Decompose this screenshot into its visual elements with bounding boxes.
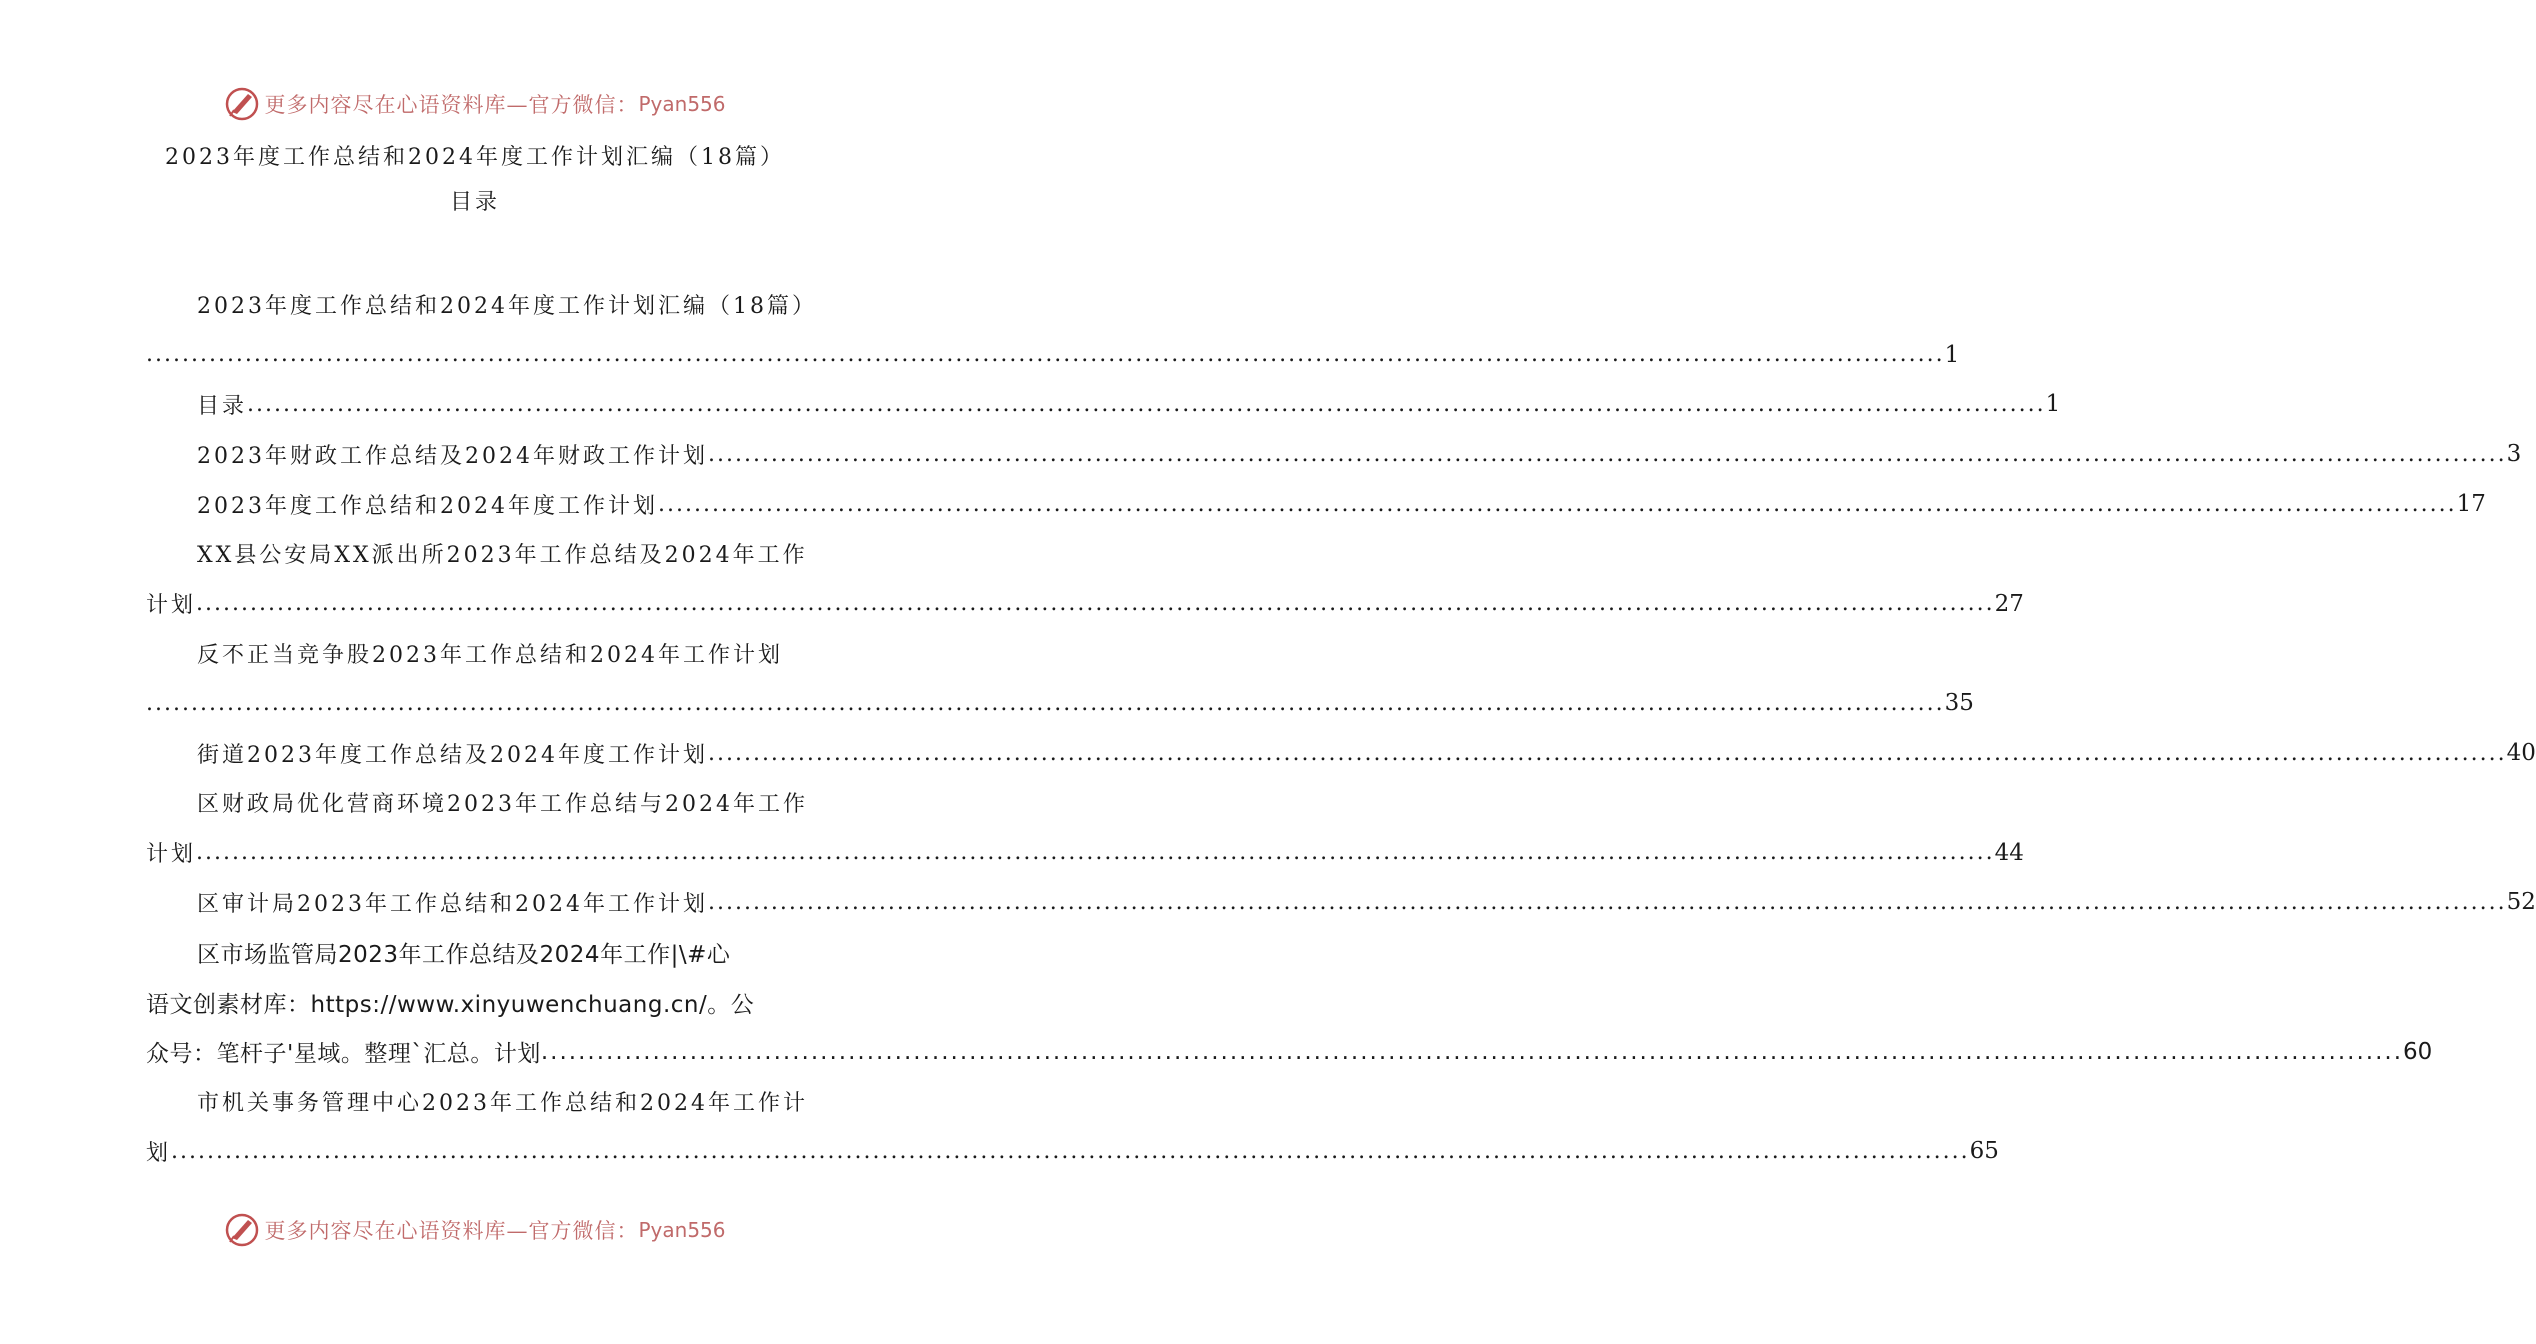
toc-entry-text: 计划 [146,842,197,868]
toc-leader-dots: ........................................................................................................................................................................................................ [146,690,1945,716]
toc-entry-text: 街道2023年度工作总结及2024年度工作计划 [197,742,708,768]
toc-leader-dots: ........................................................................................................................................................................................................ [196,591,1995,617]
toc-entry-text: 2023年财政工作总结及2024年财政工作计划 [197,443,708,469]
document-title: 2023年度工作总结和2024年度工作计划汇编（18篇） [165,145,785,170]
toc-page-number: 27 [1994,590,2024,617]
toc-entry-text: 区财政局优化营商环境2023年工作总结与2024年工作 [197,792,808,818]
toc-entry-text: 众号：笔杆子'星域。整理`汇总。计划 [146,1041,541,1068]
toc-entry-text: 2023年度工作总结和2024年度工作计划汇编（18篇） [197,294,817,320]
toc-entry-line[interactable] [146,1027,2433,1077]
toc-page-number: 1 [2045,391,2061,418]
toc-entry-line[interactable] [146,977,804,1027]
toc-heading: 目录 [449,190,500,215]
pen-logo-icon [224,86,260,122]
toc-entry-line[interactable] [146,380,2061,430]
banner-text: 更多内容尽在心语资料库—官方微信： [264,93,639,117]
toc-entry-text: 计划 [146,593,197,619]
toc-entry-text: 区市场监管局2023年工作总结及2024年工作|\#心 [197,941,731,968]
toc-entry-line[interactable] [146,1127,1999,1177]
toc-entry-line[interactable] [146,878,2536,928]
pen-logo-icon [224,1212,260,1248]
toc-entry-text: 区审计局2023年工作总结和2024年工作计划 [197,891,708,917]
toc-entry-text: 2023年度工作总结和2024年度工作计划 [197,493,658,519]
toc-page-number: 40 [2506,740,2536,767]
toc-leader-dots: ........................................................................................................................................................................................................ [247,391,2046,417]
banner-text: 更多内容尽在心语资料库—官方微信： [264,1219,639,1243]
watermark-banner-bottom [0,1210,950,1250]
toc-page-number: 35 [1944,690,1974,717]
toc-entry-text: 目录 [197,393,248,419]
toc-entry-line[interactable] [146,728,2536,778]
toc-page-number: 17 [2456,491,2486,518]
toc-entry-text: 市机关事务管理中心2023年工作总结和2024年工作计 [197,1091,808,1117]
toc-leader-dots: ........................................................................................................................................................................................................ [171,1138,1970,1164]
toc-leader-dots: ........................................................................................................................................................................................................ [707,740,2507,766]
toc-entry-text: 划 [146,1140,172,1166]
toc-leader-dots: ........................................................................................................................................................................................................ [657,491,2457,517]
toc-page-number: 3 [2506,441,2522,468]
toc-leader-dots: ........................................................................................................................................................................................................ [146,342,1945,368]
toc-page-number: 52 [2506,889,2536,916]
table-of-contents [146,280,2536,1176]
toc-entry-line[interactable] [146,429,2522,479]
toc-leader-dots: ........................................................................................................................................................................................................ [707,889,2507,915]
toc-entry-line[interactable] [146,678,1974,728]
toc-entry-text: 反不正当竞争股2023年工作总结和2024年工作计划 [197,642,783,668]
toc-entry-text: XX县公安局XX派出所2023年工作总结及2024年工作 [197,543,808,569]
toc-leader-dots: ........................................................................................................................................................................................................ [707,441,2507,467]
toc-entry-line[interactable] [146,927,804,977]
toc-entry-line[interactable] [146,330,1960,380]
toc-entry-text: 语文创素材库：https://www.xinyuwenchuang.cn/。公 [146,991,755,1018]
toc-page-number: 1 [1944,341,1960,368]
toc-entry-line[interactable] [146,1077,808,1127]
toc-entry-line[interactable] [146,778,808,828]
toc-page-number: 65 [1969,1138,1999,1165]
toc-entry-line[interactable] [146,579,2024,629]
watermark-banner-top [0,84,950,124]
toc-entry-line[interactable] [146,828,2024,878]
banner-wechat-id: Pyan556 [638,92,726,116]
banner-wechat-id: Pyan556 [638,1218,726,1242]
toc-entry-line[interactable] [146,529,808,579]
toc-entry-line[interactable] [146,479,2486,529]
toc-leader-dots: ........................................................................................................................................................................................................ [540,1038,2404,1065]
toc-leader-dots: ........................................................................................................................................................................................................ [196,840,1995,866]
toc-entry-line[interactable] [146,280,817,330]
toc-page-number: 44 [1994,839,2024,866]
toc-entry-line[interactable] [146,629,804,679]
toc-page-number: 60 [2403,1038,2433,1065]
